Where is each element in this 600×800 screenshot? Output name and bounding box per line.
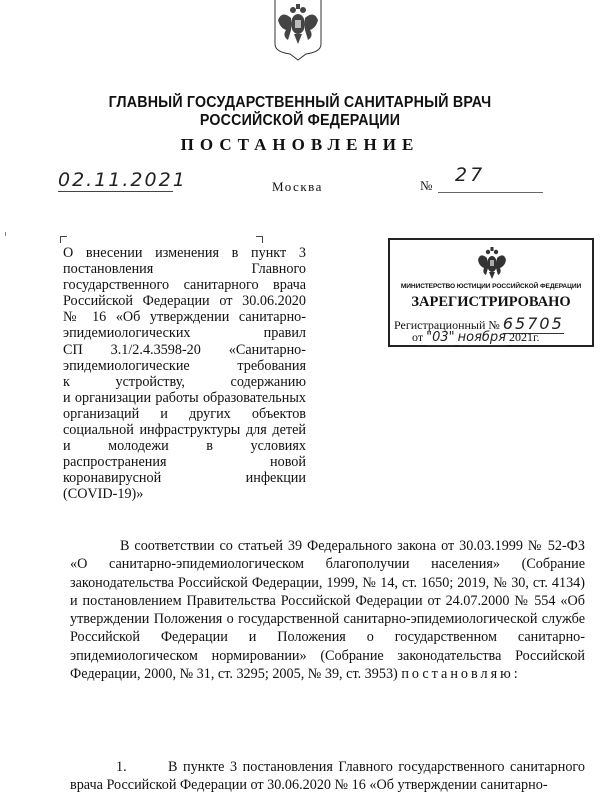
item-number: 1. bbox=[116, 759, 127, 775]
resolution-word: постановляю: bbox=[401, 666, 521, 683]
preamble-text: В соответствии со статьей 39 Федерального закона от 30.03.1999 № 52-ФЗ «О санитарно-эпидемиологическом благополучии населения» (Собрание законодательства Российской Федерации, 1999, № 14, ст. 1650; 2019, № 30, ст. 4134) и постановлением Правительства Российской Федерации от 24.07.2000 № 554 «Об утверждении Положения о государственной санитарно-эпидемиологической службе Российской Федерации и Положения о государственном санитарно-эпидемиологическом нормировании» (Собрание законодательства Российской Федерации, 2000, № 31, ст. 3295; 2005, № 39, ст. 3953) bbox=[70, 538, 585, 683]
subject-line: № 16 «Об утверждении санитарно- bbox=[63, 309, 306, 326]
stamp-date-row bbox=[412, 330, 540, 345]
subject-line: коронавирусной инфекции bbox=[63, 470, 306, 487]
document-number: 27 bbox=[455, 164, 486, 186]
item-paragraph bbox=[70, 758, 585, 795]
registration-stamp bbox=[388, 238, 594, 347]
document-type: ПОСТАНОВЛЕНИЕ bbox=[180, 135, 420, 154]
stamp-registered: ЗАРЕГИСТРИРОВАНО bbox=[411, 294, 571, 310]
subject-line: О внесении изменения в пункт 3 bbox=[63, 245, 306, 261]
item-text: В пункте 3 постановления Главного государственного санитарного врача Российской Федерации от 30.06.2020 № 16 «Об утверждении санитарно- bbox=[70, 759, 585, 794]
subject-line: и организации работы образовательных bbox=[63, 389, 306, 406]
subject-line: государственного санитарного врача bbox=[63, 277, 306, 294]
document-subject bbox=[63, 245, 306, 503]
subject-line: (COVID-19)» bbox=[63, 486, 144, 503]
preamble-paragraph bbox=[70, 537, 585, 683]
stamp-date-month: ноября bbox=[457, 330, 506, 345]
stamp-number-label: Регистрационный № bbox=[394, 318, 500, 332]
stamp-number: 65705 bbox=[502, 314, 564, 333]
subject-line: и молодежи в условиях bbox=[63, 438, 306, 455]
subject-bracket-left bbox=[60, 236, 67, 243]
subject-bracket-right bbox=[256, 236, 263, 243]
number-label: № bbox=[420, 178, 433, 193]
stamp-ministry: МИНИСТЕРСТВО ЮСТИЦИИ РОССИЙСКОЙ ФЕДЕРАЦИИ bbox=[400, 283, 582, 290]
subject-line: распространения новой bbox=[63, 454, 306, 471]
scan-mark bbox=[5, 232, 6, 236]
subject-line: эпидемиологические требования bbox=[63, 357, 306, 374]
stamp-date-prefix: от bbox=[412, 330, 424, 344]
document-date: 02.11.2021 bbox=[58, 169, 187, 191]
number-underline bbox=[438, 170, 543, 193]
stamp-date-day: "03" bbox=[426, 330, 455, 345]
coat-of-arms-icon bbox=[272, 0, 324, 62]
subject-line: к устройству, содержанию bbox=[63, 373, 306, 390]
subject-line: СП 3.1/2.4.3598-20 «Санитарно- bbox=[63, 341, 306, 358]
subject-line: постановления Главного bbox=[63, 261, 306, 278]
subject-line: эпидемиологических правил bbox=[63, 325, 306, 342]
document-city: Москва bbox=[272, 179, 323, 194]
issuer-title-line2: РОССИЙСКОЙ ФЕДЕРАЦИИ bbox=[199, 112, 401, 129]
subject-line: социальной инфраструктуры для детей bbox=[63, 422, 306, 439]
stamp-coat-of-arms-icon bbox=[477, 246, 507, 280]
subject-line: Российской Федерации от 30.06.2020 bbox=[63, 293, 306, 310]
subject-line: организаций и других объектов bbox=[63, 405, 306, 422]
stamp-date-year: 2021г. bbox=[508, 330, 540, 344]
issuer-title-line1: ГЛАВНЫЙ ГОСУДАРСТВЕННЫЙ САНИТАРНЫЙ ВРАЧ bbox=[108, 94, 492, 111]
